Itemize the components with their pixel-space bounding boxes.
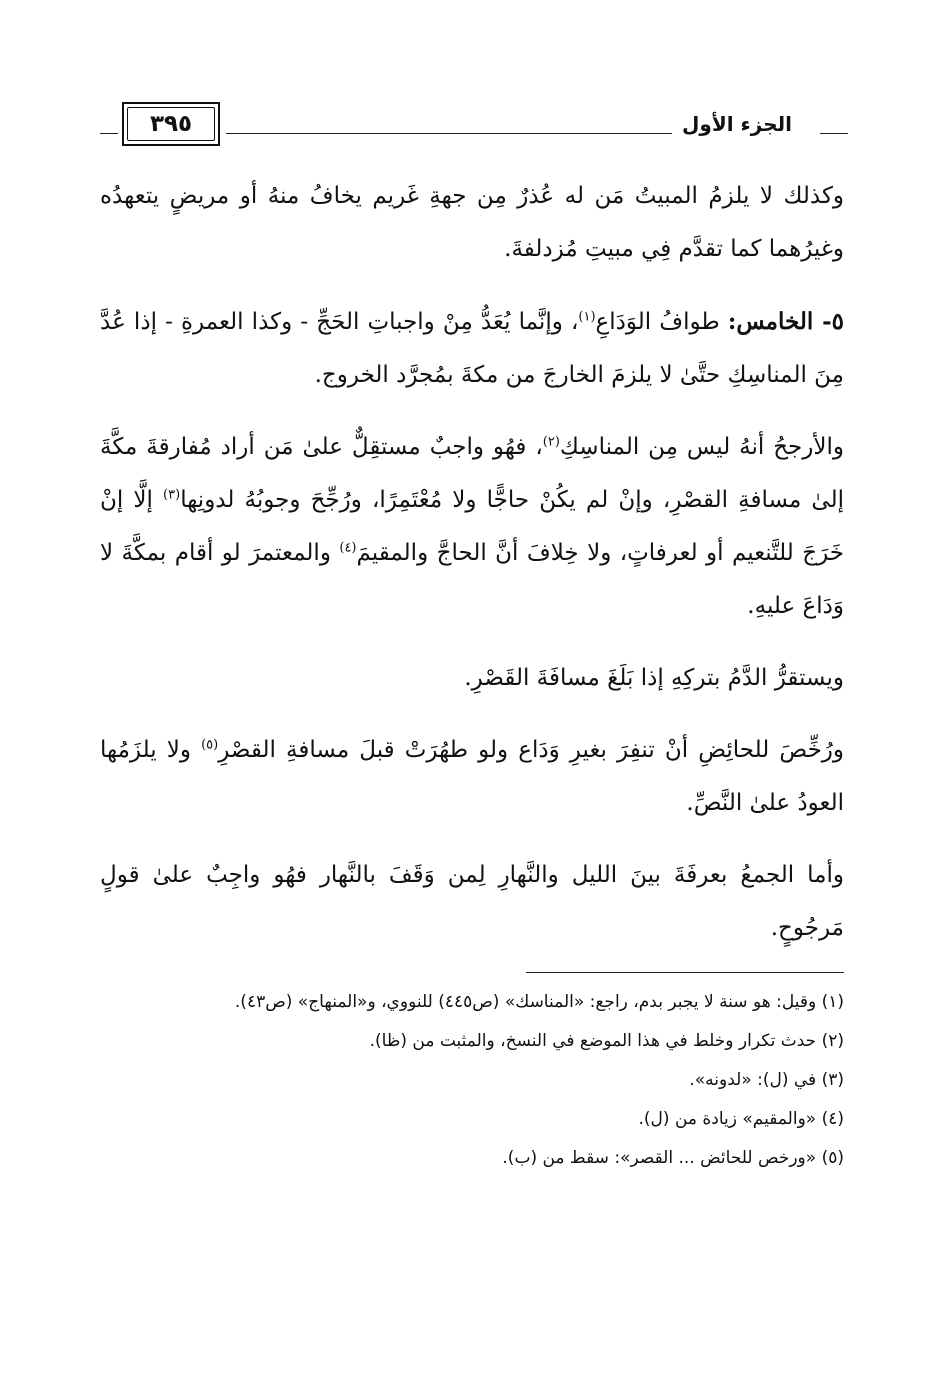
header-rule-right-short (820, 133, 848, 134)
paragraph-3-text-cont2: إلَّا إنْ خَرَجَ للتَّنعيم أو لعرفاتٍ، ولا خِلافَ أنَّ الحاجَّ والمقيمَ (100, 487, 844, 566)
paragraph-2 (100, 295, 844, 402)
paragraph-3-text-cont3: والمعتمرَ لو أقام بمكَّةَ لا وَدَاعَ عليهِ. (100, 540, 844, 619)
footnote-ref-1[interactable]: (١) (578, 309, 596, 325)
paragraph-1: وكذلك لا يلزمُ المبيتُ مَن له عُذرٌ مِن جهةِ غَريم يخافُ منهُ أو مريضٍ يتعهدُه وغيرُهما كما تقدَّم فِي مبيتِ مُزدلفةَ. (100, 183, 844, 262)
paragraph-3-text: والأرجحُ أنهُ ليس مِن المناسِكِ (559, 434, 844, 460)
paragraph-3-text-cont: ، فهُو واجبٌ مستقِلٌّ علىٰ مَن أراد مُفارقةَ مكَّةَ إلىٰ مسافةِ القصْرِ، وإنْ لم يكُنْ حاجًّا ولا مُعْتَمِرًا، ورُجِّحَ وجوبُهُ لدونِها (100, 434, 844, 513)
footnotes (100, 985, 844, 1180)
footnote-4: (٤) «والمقيم» زيادة من (ل). (638, 1109, 844, 1129)
paragraph-4: ويستقرُّ الدَّمُ بتركِهِ إذا بَلَغَ مسافَةَ القَصْرِ. (464, 665, 844, 691)
footnote-ref-5[interactable]: (٥) (201, 737, 219, 753)
paragraph-5-text: ورُخِّصَ للحائِضِ أنْ تنفِرَ بغيرِ وَدَاع ولو طهُرَتْ قبلَ مسافةِ القصْرِ (218, 737, 844, 763)
paragraph-3 (100, 421, 844, 633)
paragraph-2-lead: ٥- الخامس: (727, 308, 844, 335)
footnote-2: (٢) حدث تكرار وخلط في هذا الموضع في النسخ، والمثبت من (ظا). (369, 1031, 844, 1051)
running-header (100, 98, 848, 162)
main-text (100, 170, 844, 974)
header-rule-long (226, 133, 672, 134)
paragraph-5 (100, 724, 844, 830)
page-number-frame (122, 102, 220, 146)
footnote-1: (١) وقيل: هو سنة لا يجبر بدم، راجع: «المناسك» (ص٤٤٥) للنووي، و«المنهاج» (ص٤٣). (234, 992, 844, 1012)
footnote-5: (٥) «ورخص للحائض ... القصر»: سقط من (ب). (502, 1148, 844, 1168)
paragraph-5-text-cont: ولا يلزَمُها العودُ علىٰ النَّصِّ. (100, 737, 844, 816)
header-part-title: الجزء الأول (682, 112, 792, 136)
paragraph-6: وأما الجمعُ بعرفَةَ بينَ الليل والنَّهارِ لِمن وَقَفَ بالنَّهار فهُو واجِبٌ علىٰ قولٍ مَرجُوحٍ. (100, 862, 844, 941)
footnote-ref-4[interactable]: (٤) (339, 540, 357, 556)
footnote-3: (٣) في (ل): «لدونه». (689, 1070, 844, 1090)
header-rule-left-short (100, 133, 118, 134)
page-number: ٣٩٥ (127, 107, 215, 141)
paragraph-2-text: طوافُ الوَدَاعِ (595, 309, 728, 335)
footnote-separator (526, 972, 844, 973)
paragraph-2-text-cont: ، وإنَّما يُعَدُّ مِنْ واجباتِ الحَجِّ - وكذا العمرةِ - إذا عُدَّ مِنَ المناسِكِ حتَّىٰ لا يلزمَ الخارجَ من مكةَ بمُجرَّد الخروج. (100, 309, 844, 388)
footnote-ref-2[interactable]: (٢) (542, 434, 560, 450)
footnote-ref-3[interactable]: (٣) (163, 487, 181, 503)
